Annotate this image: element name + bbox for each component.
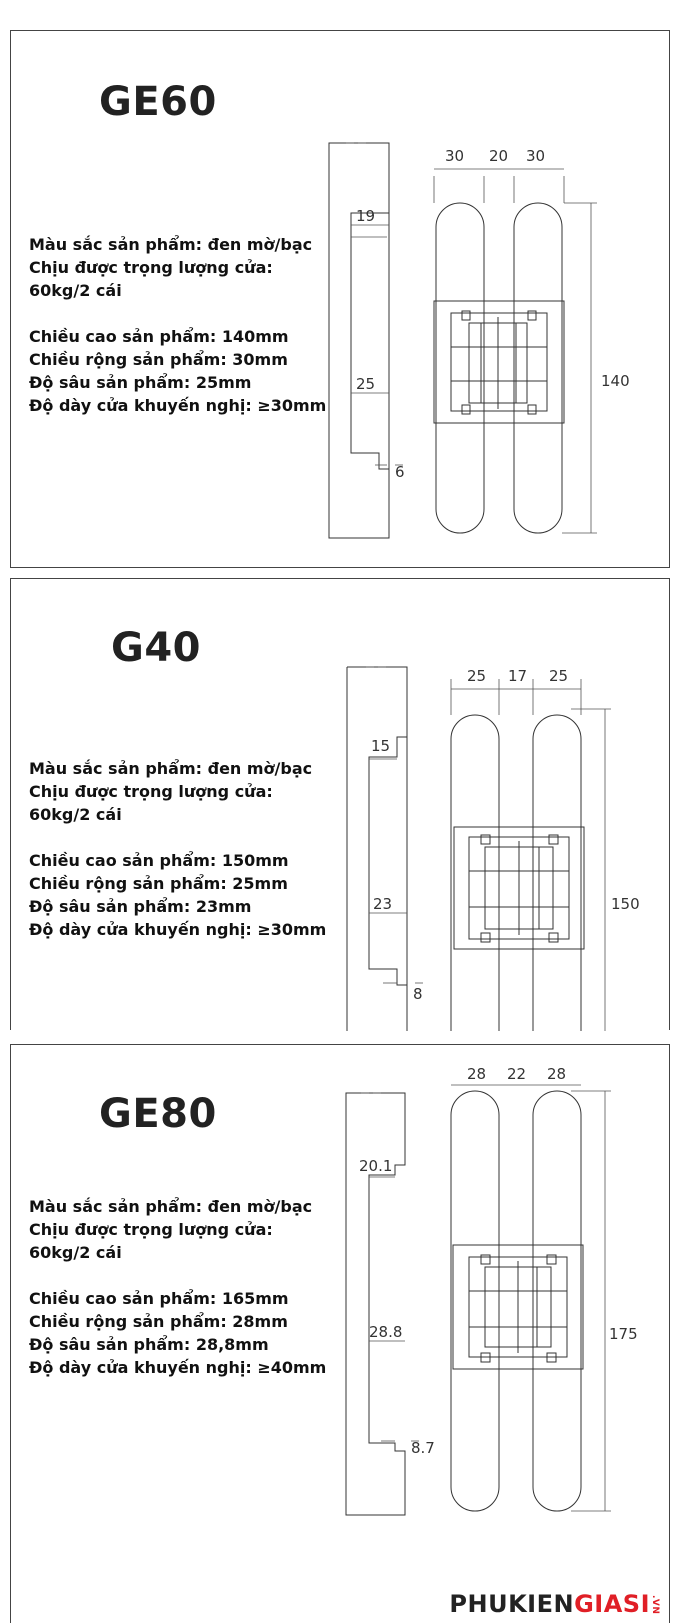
model-title: GE80	[99, 1091, 217, 1137]
front-view	[451, 679, 611, 1031]
front-view	[451, 1085, 611, 1511]
dim-top-left: 28	[467, 1065, 487, 1083]
hinge-drawing	[11, 31, 671, 569]
spec-line: Độ sâu sản phẩm: 28,8mm	[29, 1335, 269, 1354]
dim-side-mid: 25	[356, 375, 376, 393]
dim-side-top: 15	[371, 737, 391, 755]
dim-top-right: 25	[549, 667, 569, 685]
dim-height: 175	[609, 1325, 638, 1343]
dim-side-bottom: 8	[413, 985, 423, 1003]
spec-line: Chiều cao sản phẩm: 150mm	[29, 851, 289, 870]
spec-line: Chiều rộng sản phẩm: 25mm	[29, 874, 288, 893]
spec-line: Chiều cao sản phẩm: 140mm	[29, 327, 289, 346]
product-panel-g40	[10, 578, 670, 1030]
spec-line: Chịu được trọng lượng cửa:	[29, 1220, 273, 1239]
spec-line: Chiều rộng sản phẩm: 30mm	[29, 350, 288, 369]
dim-top-mid: 17	[508, 667, 528, 685]
spec-line: Chiều cao sản phẩm: 165mm	[29, 1289, 289, 1308]
dim-side-mid: 23	[373, 895, 393, 913]
hinge-drawing	[11, 1045, 671, 1624]
model-title: G40	[111, 625, 201, 671]
dim-top-left: 30	[445, 147, 465, 165]
dim-side-mid: 28.8	[369, 1323, 403, 1341]
product-panel-ge80	[10, 1044, 670, 1623]
spec-line: 60kg/2 cái	[29, 281, 122, 300]
side-view	[329, 143, 403, 538]
dim-top-mid: 22	[507, 1065, 527, 1083]
dim-top-right: 28	[547, 1065, 567, 1083]
dim-top-left: 25	[467, 667, 487, 685]
product-panel-ge60	[10, 30, 670, 568]
spec-line: Độ dày cửa khuyến nghị: ≥30mm	[29, 920, 327, 939]
spec-line: 60kg/2 cái	[29, 1243, 122, 1262]
logo-text-phukien: PHUKIEN	[449, 1590, 575, 1618]
side-view	[347, 667, 423, 1031]
spec-line: Màu sắc sản phẩm: đen mờ/bạc	[29, 1197, 313, 1216]
spec-line: Chiều rộng sản phẩm: 28mm	[29, 1312, 288, 1331]
spec-line: Độ sâu sản phẩm: 23mm	[29, 897, 252, 916]
spec-line: 60kg/2 cái	[29, 805, 122, 824]
model-title: GE60	[99, 79, 217, 125]
spec-line: Chịu được trọng lượng cửa:	[29, 258, 273, 277]
dim-side-bottom: 6	[395, 463, 405, 481]
dim-side-top: 20.1	[359, 1157, 393, 1175]
dim-height: 150	[611, 895, 640, 913]
dim-side-bottom: 8.7	[411, 1439, 435, 1457]
logo-text-giasi: GIASI	[574, 1590, 650, 1618]
front-view	[434, 169, 597, 533]
logo-suffix: .VN	[650, 1595, 660, 1615]
dim-top-mid: 20	[489, 147, 509, 165]
spec-line: Màu sắc sản phẩm: đen mờ/bạc	[29, 759, 313, 778]
dim-side-top: 19	[356, 207, 376, 225]
spec-line: Độ dày cửa khuyến nghị: ≥40mm	[29, 1358, 327, 1377]
dim-height: 140	[601, 372, 630, 390]
brand-logo	[449, 1590, 660, 1618]
spec-line: Màu sắc sản phẩm: đen mờ/bạc	[29, 235, 313, 254]
spec-line: Độ dày cửa khuyến nghị: ≥30mm	[29, 396, 327, 415]
spec-line: Chịu được trọng lượng cửa:	[29, 782, 273, 801]
spec-line: Độ sâu sản phẩm: 25mm	[29, 373, 252, 392]
hinge-drawing	[11, 579, 671, 1031]
dim-top-right: 30	[526, 147, 546, 165]
